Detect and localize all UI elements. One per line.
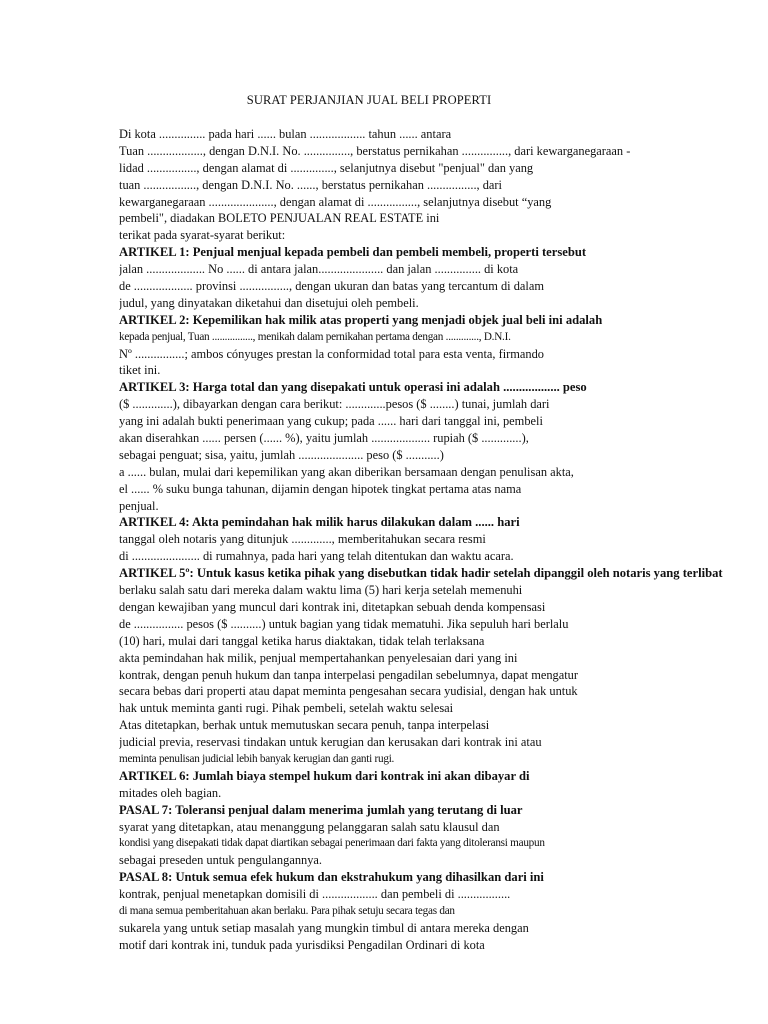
- article-1-heading: ARTIKEL 1: Penjual menjual kepada pembeli dan pembeli membeli, properti tersebut: [119, 245, 587, 260]
- text-line: hak untuk meminta ganti rugi. Pihak pembeli, setelah waktu selesai: [119, 701, 454, 716]
- text-line: judicial previa, reservasi tindakan untuk kerugian dan kerusakan dari kontrak ini atau: [119, 735, 542, 750]
- article-2-heading: ARTIKEL 2: Kepemilikan hak milik atas properti yang menjadi objek jual beli ini adalah: [119, 312, 603, 327]
- article-8-heading: PASAL 8: Untuk semua efek hukum dan ekstrahukum yang dihasilkan dari ini: [119, 870, 544, 885]
- text-line: tanggal oleh notaris yang ditunjuk ............., memberitahukan secara resmi: [119, 532, 486, 547]
- text-line: kepada penjual, Tuan ................, menikah dalam pernikahan pertama dengan ............., D.N.I.: [119, 330, 511, 343]
- text-line: tuan ................., dengan D.N.I. No. ......, berstatus pernikahan ................, dari: [119, 177, 503, 192]
- text-line: akan diserahkan ...... persen (...... %), yaitu jumlah ................... rupiah ($ .............),: [119, 431, 529, 446]
- text-line: ($ .............), dibayarkan dengan cara berikut: .............pesos ($ ........) tunai, jumlah dari: [119, 397, 550, 412]
- text-line: kontrak, dengan penuh hukum dan tanpa interpelasi pengadilan sebelumnya, dapat mengatur: [119, 667, 578, 682]
- text-line: meminta penulisan judicial lebih banyak kerugian dan ganti rugi.: [119, 752, 395, 765]
- text-line: secara bebas dari properti atau dapat meminta pengesahan secara yudisial, dengan hak untuk: [119, 684, 578, 699]
- text-line: kewarganegaraan ....................., dengan alamat di ................, selanjutnya disebut “yang: [119, 194, 552, 209]
- text-line: motif dari kontrak ini, tunduk pada yurisdiksi Pengadilan Ordinari di kota: [119, 937, 485, 952]
- text-line: Tuan .................., dengan D.N.I. No. ..............., berstatus pernikahan ..............., dari kewarganegaraan -: [119, 143, 631, 158]
- text-line: jalan ................... No ...... di antara jalan..................... dan jalan ............... di kota: [119, 262, 519, 277]
- text-line: sukarela yang untuk setiap masalah yang mungkin timbul di antara mereka dengan: [119, 920, 529, 935]
- text-line: Atas ditetapkan, berhak untuk memutuskan secara penuh, tanpa interpelasi: [119, 718, 490, 733]
- text-line: akta pemindahan hak milik, penjual mempertahankan penyelesaian dari yang ini: [119, 650, 518, 665]
- text-line: a ...... bulan, mulai dari kepemilikan yang akan diberikan bersamaan dengan penulisan akta,: [119, 464, 574, 479]
- article-7-heading: PASAL 7: Toleransi penjual dalam menerima jumlah yang terutang di luar: [119, 802, 523, 817]
- text-line: de ................ pesos ($ ..........) untuk bagian yang tidak mematuhi. Jika sepuluh hari berlalu: [119, 616, 569, 631]
- text-line: di ...................... di rumahnya, pada hari yang telah ditentukan dan waktu acara.: [119, 549, 514, 564]
- document-title: SURAT PERJANJIAN JUAL BELI PROPERTI: [246, 93, 492, 107]
- article-5-heading: ARTIKEL 5º: Untuk kasus ketika pihak yang disebutkan tidak hadir setelah dipanggil oleh notaris yang terlibat: [119, 566, 723, 581]
- article-4-heading: ARTIKEL 4: Akta pemindahan hak milik harus dilakukan dalam ...... hari: [119, 515, 520, 530]
- article-6-heading: ARTIKEL 6: Jumlah biaya stempel hukum dari kontrak ini akan dibayar di: [119, 768, 530, 783]
- text-line: Di kota ............... pada hari ...... bulan .................. tahun ...... antara: [119, 127, 452, 141]
- text-line: judul, yang dinyatakan diketahui dan disetujui oleh pembeli.: [119, 295, 419, 310]
- text-line: mitades oleh bagian.: [119, 785, 222, 800]
- text-line: (10) hari, mulai dari tanggal ketika harus diaktakan, tidak telah terlaksana: [119, 633, 485, 648]
- article-3-heading: ARTIKEL 3: Harga total dan yang disepakati untuk operasi ini adalah .................. peso: [119, 380, 587, 395]
- document-body: [119, 126, 768, 954]
- text-line: tiket ini.: [119, 363, 161, 378]
- text-line: syarat yang ditetapkan, atau menanggung pelanggaran salah satu klausul dan: [119, 819, 500, 834]
- text-line: berlaku salah satu dari mereka dalam waktu lima (5) hari kerja setelah memenuhi: [119, 583, 523, 598]
- text-line: lidad ................, dengan alamat di .............., selanjutnya disebut "penjual" dan yang: [119, 160, 534, 175]
- text-line: di mana semua pemberitahuan akan berlaku. Para pihak setuju secara tegas dan: [119, 904, 455, 917]
- text-line: yang ini adalah bukti penerimaan yang cukup; pada ...... hari dari tanggal ini, pembeli: [119, 414, 543, 429]
- text-line: dengan kewajiban yang muncul dari kontrak ini, ditetapkan sebuah denda kompensasi: [119, 599, 546, 614]
- text-line: sebagai preseden untuk pengulangannya.: [119, 853, 322, 868]
- text-line: pembeli", diadakan BOLETO PENJUALAN REAL ESTATE ini: [119, 211, 440, 226]
- text-line: kondisi yang disepakati tidak dapat diartikan sebagai penerimaan dari fakta yang ditoleransi maupun: [119, 837, 545, 850]
- text-line: terikat pada syarat-syarat berikut:: [119, 228, 286, 243]
- text-line: de ................... provinsi ................, dengan ukuran dan batas yang tercantum di dalam: [119, 279, 544, 294]
- text-line: penjual.: [119, 498, 159, 513]
- text-line: kontrak, penjual menetapkan domisili di .................. dan pembeli di .................: [119, 887, 511, 902]
- text-line: Nº ................; ambos cónyuges prestan la conformidad total para esta venta, firmando: [119, 346, 545, 361]
- text-line: el ...... % suku bunga tahunan, dijamin dengan hipotek tingkat pertama atas nama: [119, 481, 522, 496]
- text-line: sebagai penguat; sisa, yaitu, jumlah ..................... peso ($ ...........): [119, 447, 444, 462]
